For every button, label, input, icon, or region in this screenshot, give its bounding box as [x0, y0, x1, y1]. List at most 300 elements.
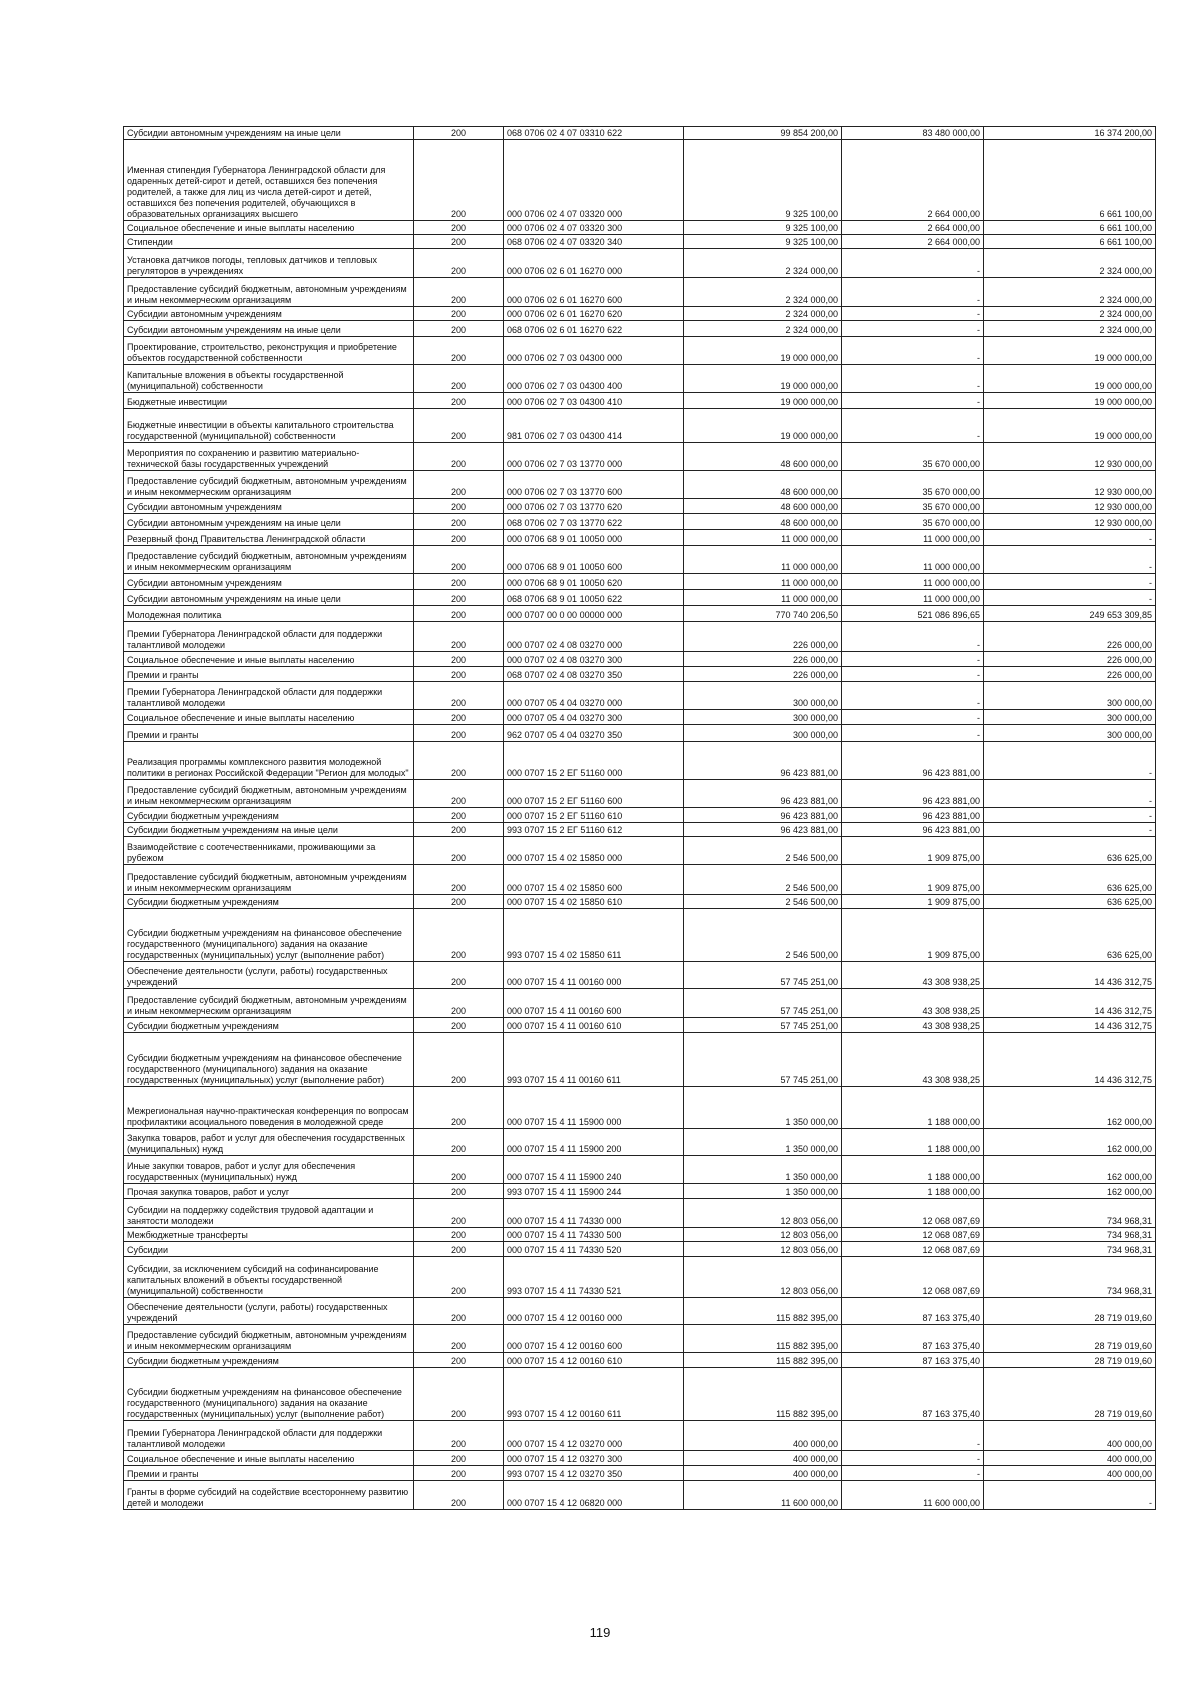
row-name: Реализация программы комплексного развития молодежной политики в регионах Российской Федерации "Регион для молодых" — [124, 742, 414, 780]
row-executed-amount: - — [842, 1466, 984, 1481]
row-approved-amount: 12 803 056,00 — [684, 1199, 842, 1228]
row-approved-amount: 19 000 000,00 — [684, 337, 842, 365]
row-executed-amount: - — [842, 682, 984, 710]
row-approved-amount: 57 745 251,00 — [684, 1033, 842, 1087]
row-remaining-amount: 2 324 000,00 — [984, 307, 1156, 321]
row-classification: 000 0706 02 4 07 03320 000 — [504, 140, 684, 221]
row-remaining-amount: 636 625,00 — [984, 909, 1156, 962]
row-executed-amount: 11 600 000,00 — [842, 1481, 984, 1510]
row-name: Предоставление субсидий бюджетным, автономным учреждениям и иным некоммерческим организациям — [124, 278, 414, 307]
row-executed-amount: 11 000 000,00 — [842, 546, 984, 574]
row-classification: 000 0707 15 4 12 03270 300 — [504, 1451, 684, 1466]
row-executed-amount: - — [842, 307, 984, 321]
table-row — [124, 409, 1156, 443]
row-executed-amount: 96 423 881,00 — [842, 808, 984, 823]
row-executed-amount: - — [842, 710, 984, 725]
table-row — [124, 1184, 1156, 1199]
table-row — [124, 1368, 1156, 1421]
row-classification: 993 0707 15 4 12 03270 350 — [504, 1466, 684, 1481]
table-row — [124, 909, 1156, 962]
row-executed-amount: 521 086 896,65 — [842, 606, 984, 622]
row-classification: 000 0706 02 6 01 16270 620 — [504, 307, 684, 321]
row-code: 200 — [414, 127, 504, 140]
row-classification: 068 0706 68 9 01 10050 622 — [504, 590, 684, 606]
row-classification: 000 0707 15 4 11 00160 610 — [504, 1018, 684, 1033]
row-remaining-amount: 14 436 312,75 — [984, 962, 1156, 989]
table-row — [124, 127, 1156, 140]
row-executed-amount: 96 423 881,00 — [842, 742, 984, 780]
row-name: Предоставление субсидий бюджетным, автономным учреждениям и иным некоммерческим организациям — [124, 780, 414, 808]
row-executed-amount: 12 068 087,69 — [842, 1257, 984, 1298]
row-remaining-amount: - — [984, 808, 1156, 823]
row-executed-amount: 35 670 000,00 — [842, 471, 984, 499]
table-row — [124, 1466, 1156, 1481]
row-remaining-amount: 636 625,00 — [984, 895, 1156, 909]
row-remaining-amount: 12 930 000,00 — [984, 499, 1156, 514]
row-code: 200 — [414, 337, 504, 365]
row-executed-amount: - — [842, 321, 984, 337]
table-row — [124, 1033, 1156, 1087]
row-approved-amount: 115 882 395,00 — [684, 1298, 842, 1325]
row-approved-amount: 115 882 395,00 — [684, 1353, 842, 1368]
row-executed-amount: 1 909 875,00 — [842, 837, 984, 865]
row-code: 200 — [414, 725, 504, 742]
row-code: 200 — [414, 808, 504, 823]
row-remaining-amount: 400 000,00 — [984, 1421, 1156, 1451]
row-classification: 000 0706 68 9 01 10050 000 — [504, 530, 684, 546]
row-approved-amount: 12 803 056,00 — [684, 1257, 842, 1298]
row-approved-amount: 11 000 000,00 — [684, 546, 842, 574]
table-row — [124, 710, 1156, 725]
row-name: Социальное обеспечение и иные выплаты населению — [124, 221, 414, 235]
row-remaining-amount: 734 968,31 — [984, 1228, 1156, 1242]
row-approved-amount: 2 324 000,00 — [684, 278, 842, 307]
row-approved-amount: 2 546 500,00 — [684, 865, 842, 895]
row-code: 200 — [414, 1199, 504, 1228]
table-row — [124, 667, 1156, 682]
row-executed-amount: 1 909 875,00 — [842, 895, 984, 909]
row-code: 200 — [414, 1298, 504, 1325]
row-executed-amount: - — [842, 652, 984, 667]
row-approved-amount: 115 882 395,00 — [684, 1368, 842, 1421]
row-remaining-amount: 12 930 000,00 — [984, 514, 1156, 530]
row-code: 200 — [414, 622, 504, 652]
table-row — [124, 808, 1156, 823]
row-approved-amount: 2 546 500,00 — [684, 909, 842, 962]
row-classification: 000 0707 05 4 04 03270 000 — [504, 682, 684, 710]
table-row — [124, 574, 1156, 590]
row-code: 200 — [414, 1184, 504, 1199]
row-name: Субсидии бюджетным учреждениям — [124, 1353, 414, 1368]
row-executed-amount: 12 068 087,69 — [842, 1199, 984, 1228]
row-name: Предоставление субсидий бюджетным, автономным учреждениям и иным некоммерческим организациям — [124, 989, 414, 1018]
table-row — [124, 1199, 1156, 1228]
row-executed-amount: 2 664 000,00 — [842, 221, 984, 235]
table-row — [124, 1129, 1156, 1156]
table-row — [124, 823, 1156, 837]
row-executed-amount: 87 163 375,40 — [842, 1325, 984, 1353]
row-classification: 000 0707 15 4 11 00160 000 — [504, 962, 684, 989]
row-remaining-amount: 16 374 200,00 — [984, 127, 1156, 140]
row-code: 200 — [414, 1033, 504, 1087]
row-name: Премии и гранты — [124, 725, 414, 742]
table-row — [124, 1228, 1156, 1242]
row-code: 200 — [414, 574, 504, 590]
row-executed-amount: 43 308 938,25 — [842, 989, 984, 1018]
table-row — [124, 1087, 1156, 1129]
table-row — [124, 1481, 1156, 1510]
row-executed-amount: - — [842, 622, 984, 652]
row-classification: 000 0707 15 4 12 00160 610 — [504, 1353, 684, 1368]
row-code: 200 — [414, 530, 504, 546]
row-remaining-amount: 12 930 000,00 — [984, 471, 1156, 499]
row-remaining-amount: 19 000 000,00 — [984, 409, 1156, 443]
row-classification: 993 0707 15 4 02 15850 611 — [504, 909, 684, 962]
row-executed-amount: 43 308 938,25 — [842, 962, 984, 989]
row-remaining-amount: 19 000 000,00 — [984, 393, 1156, 409]
table-row — [124, 742, 1156, 780]
table-row — [124, 1451, 1156, 1466]
row-approved-amount: 57 745 251,00 — [684, 1018, 842, 1033]
row-remaining-amount: 6 661 100,00 — [984, 221, 1156, 235]
table-row — [124, 590, 1156, 606]
row-executed-amount: 96 423 881,00 — [842, 823, 984, 837]
row-approved-amount: 96 423 881,00 — [684, 823, 842, 837]
row-name: Субсидии автономным учреждениям — [124, 307, 414, 321]
row-remaining-amount: 300 000,00 — [984, 682, 1156, 710]
row-code: 200 — [414, 307, 504, 321]
row-executed-amount: 43 308 938,25 — [842, 1033, 984, 1087]
table-row — [124, 546, 1156, 574]
row-code: 200 — [414, 140, 504, 221]
row-classification: 000 0706 02 4 07 03320 300 — [504, 221, 684, 235]
row-name: Субсидии автономным учреждениям на иные цели — [124, 514, 414, 530]
row-executed-amount: 11 000 000,00 — [842, 574, 984, 590]
row-name: Премии и гранты — [124, 667, 414, 682]
table-row — [124, 895, 1156, 909]
row-classification: 000 0707 15 2 ЕГ 51160 600 — [504, 780, 684, 808]
row-approved-amount: 2 324 000,00 — [684, 321, 842, 337]
row-name: Обеспечение деятельности (услуги, работы) государственных учреждений — [124, 1298, 414, 1325]
row-code: 200 — [414, 590, 504, 606]
row-code: 200 — [414, 837, 504, 865]
row-remaining-amount: 28 719 019,60 — [984, 1353, 1156, 1368]
row-name: Премии и гранты — [124, 1466, 414, 1481]
row-remaining-amount: 2 324 000,00 — [984, 321, 1156, 337]
row-approved-amount: 400 000,00 — [684, 1421, 842, 1451]
row-remaining-amount: - — [984, 574, 1156, 590]
row-remaining-amount: 400 000,00 — [984, 1451, 1156, 1466]
row-approved-amount: 2 324 000,00 — [684, 307, 842, 321]
row-approved-amount: 300 000,00 — [684, 682, 842, 710]
row-name: Субсидии автономным учреждениям — [124, 499, 414, 514]
row-remaining-amount: - — [984, 546, 1156, 574]
table-row — [124, 365, 1156, 393]
row-classification: 962 0707 05 4 04 03270 350 — [504, 725, 684, 742]
table-row — [124, 622, 1156, 652]
budget-execution-table — [123, 126, 1156, 1510]
row-remaining-amount: 162 000,00 — [984, 1156, 1156, 1184]
row-executed-amount: 96 423 881,00 — [842, 780, 984, 808]
row-remaining-amount: - — [984, 742, 1156, 780]
row-executed-amount: 12 068 087,69 — [842, 1228, 984, 1242]
table-row — [124, 393, 1156, 409]
row-name: Закупка товаров, работ и услуг для обеспечения государственных (муниципальных) нужд — [124, 1129, 414, 1156]
row-code: 200 — [414, 682, 504, 710]
row-approved-amount: 19 000 000,00 — [684, 365, 842, 393]
row-code: 200 — [414, 962, 504, 989]
row-classification: 000 0707 15 4 02 15850 000 — [504, 837, 684, 865]
table-row — [124, 1018, 1156, 1033]
row-code: 200 — [414, 443, 504, 471]
row-remaining-amount: 400 000,00 — [984, 1466, 1156, 1481]
row-remaining-amount: 14 436 312,75 — [984, 1018, 1156, 1033]
row-classification: 981 0706 02 7 03 04300 414 — [504, 409, 684, 443]
row-code: 200 — [414, 865, 504, 895]
row-remaining-amount: 300 000,00 — [984, 710, 1156, 725]
table-row — [124, 989, 1156, 1018]
row-remaining-amount: 14 436 312,75 — [984, 989, 1156, 1018]
row-approved-amount: 300 000,00 — [684, 710, 842, 725]
row-remaining-amount: - — [984, 590, 1156, 606]
row-approved-amount: 19 000 000,00 — [684, 409, 842, 443]
row-name: Именная стипендия Губернатора Ленинградской области для одаренных детей-сирот и детей, оставшихся без попечения родителей, а также для лиц из числа детей-сирот и детей, оставшихся без попечения родителей, обучающихся в образовательных организациях высшего — [124, 140, 414, 221]
row-classification: 000 0707 02 4 08 03270 000 — [504, 622, 684, 652]
row-classification: 000 0706 02 7 03 04300 400 — [504, 365, 684, 393]
row-code: 200 — [414, 1257, 504, 1298]
row-classification: 068 0707 02 4 08 03270 350 — [504, 667, 684, 682]
row-remaining-amount: 734 968,31 — [984, 1199, 1156, 1228]
table-row — [124, 837, 1156, 865]
row-code: 200 — [414, 221, 504, 235]
row-executed-amount: - — [842, 278, 984, 307]
table-row — [124, 321, 1156, 337]
row-remaining-amount: 19 000 000,00 — [984, 365, 1156, 393]
row-approved-amount: 300 000,00 — [684, 725, 842, 742]
row-approved-amount: 2 546 500,00 — [684, 895, 842, 909]
row-name: Стипендии — [124, 235, 414, 249]
row-classification: 000 0706 02 7 03 04300 000 — [504, 337, 684, 365]
row-approved-amount: 9 325 100,00 — [684, 235, 842, 249]
row-code: 200 — [414, 606, 504, 622]
row-name: Установка датчиков погоды, тепловых датчиков и тепловых регуляторов в учреждениях — [124, 249, 414, 278]
row-approved-amount: 96 423 881,00 — [684, 742, 842, 780]
row-executed-amount: 2 664 000,00 — [842, 235, 984, 249]
row-code: 200 — [414, 471, 504, 499]
row-code: 200 — [414, 895, 504, 909]
row-approved-amount: 11 000 000,00 — [684, 590, 842, 606]
row-name: Предоставление субсидий бюджетным, автономным учреждениям и иным некоммерческим организациям — [124, 546, 414, 574]
row-name: Гранты в форме субсидий на содействие всестороннему развитию детей и молодежи — [124, 1481, 414, 1510]
row-approved-amount: 2 324 000,00 — [684, 249, 842, 278]
row-approved-amount: 1 350 000,00 — [684, 1184, 842, 1199]
row-remaining-amount: 226 000,00 — [984, 652, 1156, 667]
row-code: 200 — [414, 1018, 504, 1033]
row-name: Субсидии автономным учреждениям на иные цели — [124, 321, 414, 337]
row-classification: 993 0707 15 4 11 74330 521 — [504, 1257, 684, 1298]
row-executed-amount: 12 068 087,69 — [842, 1242, 984, 1257]
row-remaining-amount: 2 324 000,00 — [984, 278, 1156, 307]
row-approved-amount: 48 600 000,00 — [684, 443, 842, 471]
row-classification: 068 0706 02 4 07 03320 340 — [504, 235, 684, 249]
row-executed-amount: - — [842, 393, 984, 409]
row-code: 200 — [414, 1466, 504, 1481]
row-classification: 000 0707 15 4 11 74330 500 — [504, 1228, 684, 1242]
row-name: Социальное обеспечение и иные выплаты населению — [124, 1451, 414, 1466]
row-classification: 000 0706 02 7 03 13770 600 — [504, 471, 684, 499]
row-classification: 000 0707 00 0 00 00000 000 — [504, 606, 684, 622]
row-approved-amount: 9 325 100,00 — [684, 140, 842, 221]
row-code: 200 — [414, 652, 504, 667]
row-name: Резервный фонд Правительства Ленинградской области — [124, 530, 414, 546]
row-approved-amount: 99 854 200,00 — [684, 127, 842, 140]
row-name: Субсидии автономным учреждениям на иные цели — [124, 590, 414, 606]
row-remaining-amount: 2 324 000,00 — [984, 249, 1156, 278]
table-row — [124, 514, 1156, 530]
row-executed-amount: - — [842, 725, 984, 742]
row-classification: 000 0707 15 4 11 15900 200 — [504, 1129, 684, 1156]
row-classification: 000 0707 15 4 11 00160 600 — [504, 989, 684, 1018]
table-row — [124, 1242, 1156, 1257]
table-row — [124, 235, 1156, 249]
row-remaining-amount: 249 653 309,85 — [984, 606, 1156, 622]
row-code: 200 — [414, 1368, 504, 1421]
row-classification: 000 0706 02 7 03 13770 000 — [504, 443, 684, 471]
row-classification: 068 0706 02 6 01 16270 622 — [504, 321, 684, 337]
row-classification: 000 0707 15 4 11 15900 000 — [504, 1087, 684, 1129]
row-code: 200 — [414, 989, 504, 1018]
row-name: Социальное обеспечение и иные выплаты населению — [124, 710, 414, 725]
row-classification: 000 0706 02 7 03 13770 620 — [504, 499, 684, 514]
row-classification: 000 0707 15 4 11 15900 240 — [504, 1156, 684, 1184]
row-classification: 000 0706 02 6 01 16270 000 — [504, 249, 684, 278]
row-remaining-amount: 300 000,00 — [984, 725, 1156, 742]
row-remaining-amount: - — [984, 823, 1156, 837]
row-approved-amount: 96 423 881,00 — [684, 808, 842, 823]
row-classification: 000 0707 15 4 11 74330 520 — [504, 1242, 684, 1257]
row-classification: 000 0706 02 6 01 16270 600 — [504, 278, 684, 307]
row-remaining-amount: 734 968,31 — [984, 1242, 1156, 1257]
row-executed-amount: 1 188 000,00 — [842, 1156, 984, 1184]
row-remaining-amount: 226 000,00 — [984, 667, 1156, 682]
row-executed-amount: 1 909 875,00 — [842, 865, 984, 895]
row-executed-amount: 35 670 000,00 — [842, 499, 984, 514]
row-name: Субсидии — [124, 1242, 414, 1257]
row-name: Премии Губернатора Ленинградской области для поддержки талантливой молодежи — [124, 622, 414, 652]
row-name: Молодежная политика — [124, 606, 414, 622]
row-code: 200 — [414, 249, 504, 278]
table-row — [124, 1421, 1156, 1451]
row-code: 200 — [414, 823, 504, 837]
row-remaining-amount: 12 930 000,00 — [984, 443, 1156, 471]
row-executed-amount: 11 000 000,00 — [842, 530, 984, 546]
row-name: Субсидии автономным учреждениям на иные цели — [124, 127, 414, 140]
row-code: 200 — [414, 321, 504, 337]
table-row — [124, 1298, 1156, 1325]
row-classification: 000 0707 05 4 04 03270 300 — [504, 710, 684, 725]
row-code: 200 — [414, 278, 504, 307]
row-classification: 993 0707 15 4 11 15900 244 — [504, 1184, 684, 1199]
table-row — [124, 1156, 1156, 1184]
row-executed-amount: 1 188 000,00 — [842, 1184, 984, 1199]
row-approved-amount: 226 000,00 — [684, 652, 842, 667]
table-row — [124, 682, 1156, 710]
row-approved-amount: 115 882 395,00 — [684, 1325, 842, 1353]
table-row — [124, 652, 1156, 667]
row-remaining-amount: 19 000 000,00 — [984, 337, 1156, 365]
table-row — [124, 1353, 1156, 1368]
row-remaining-amount: 162 000,00 — [984, 1184, 1156, 1199]
row-approved-amount: 2 546 500,00 — [684, 837, 842, 865]
row-executed-amount: 43 308 938,25 — [842, 1018, 984, 1033]
row-approved-amount: 1 350 000,00 — [684, 1087, 842, 1129]
row-code: 200 — [414, 1242, 504, 1257]
row-executed-amount: - — [842, 667, 984, 682]
row-remaining-amount: - — [984, 780, 1156, 808]
row-name: Обеспечение деятельности (услуги, работы) государственных учреждений — [124, 962, 414, 989]
table-row — [124, 962, 1156, 989]
row-remaining-amount: 6 661 100,00 — [984, 140, 1156, 221]
row-executed-amount: 2 664 000,00 — [842, 140, 984, 221]
row-approved-amount: 770 740 206,50 — [684, 606, 842, 622]
row-approved-amount: 12 803 056,00 — [684, 1228, 842, 1242]
row-classification: 993 0707 15 2 ЕГ 51160 612 — [504, 823, 684, 837]
table-row — [124, 1325, 1156, 1353]
row-code: 200 — [414, 1451, 504, 1466]
row-name: Межрегиональная научно-практическая конференция по вопросам профилактики асоциального поведения в молодежной среде — [124, 1087, 414, 1129]
row-remaining-amount: 226 000,00 — [984, 622, 1156, 652]
row-classification: 000 0706 68 9 01 10050 600 — [504, 546, 684, 574]
row-executed-amount: 87 163 375,40 — [842, 1353, 984, 1368]
row-approved-amount: 11 000 000,00 — [684, 574, 842, 590]
row-approved-amount: 48 600 000,00 — [684, 471, 842, 499]
row-executed-amount: - — [842, 1421, 984, 1451]
row-name: Предоставление субсидий бюджетным, автономным учреждениям и иным некоммерческим организациям — [124, 865, 414, 895]
row-executed-amount: - — [842, 337, 984, 365]
row-remaining-amount: 14 436 312,75 — [984, 1033, 1156, 1087]
row-executed-amount: 11 000 000,00 — [842, 590, 984, 606]
row-remaining-amount: 636 625,00 — [984, 865, 1156, 895]
row-name: Капитальные вложения в объекты государственной (муниципальной) собственности — [124, 365, 414, 393]
row-name: Иные закупки товаров, работ и услуг для обеспечения государственных (муниципальных) нужд — [124, 1156, 414, 1184]
row-name: Премии Губернатора Ленинградской области для поддержки талантливой молодежи — [124, 1421, 414, 1451]
row-classification: 068 0706 02 4 07 03310 622 — [504, 127, 684, 140]
row-name: Предоставление субсидий бюджетным, автономным учреждениям и иным некоммерческим организациям — [124, 471, 414, 499]
row-approved-amount: 48 600 000,00 — [684, 514, 842, 530]
row-name: Взаимодействие с соотечественниками, проживающими за рубежом — [124, 837, 414, 865]
row-name: Бюджетные инвестиции — [124, 393, 414, 409]
row-approved-amount: 400 000,00 — [684, 1466, 842, 1481]
row-classification: 000 0707 02 4 08 03270 300 — [504, 652, 684, 667]
row-remaining-amount: 6 661 100,00 — [984, 235, 1156, 249]
table-row — [124, 725, 1156, 742]
row-classification: 068 0706 02 7 03 13770 622 — [504, 514, 684, 530]
row-name: Бюджетные инвестиции в объекты капитального строительства государственной (муниципальной) собственности — [124, 409, 414, 443]
row-name: Субсидии бюджетным учреждениям на финансовое обеспечение государственного (муниципального) задания на оказание государственных (муниципальных) услуг (выполнение работ) — [124, 1033, 414, 1087]
row-executed-amount: 87 163 375,40 — [842, 1298, 984, 1325]
row-classification: 000 0707 15 4 12 00160 600 — [504, 1325, 684, 1353]
row-executed-amount: 35 670 000,00 — [842, 514, 984, 530]
row-code: 200 — [414, 235, 504, 249]
row-name: Субсидии бюджетным учреждениям на финансовое обеспечение государственного (муниципального) задания на оказание государственных (муниципальных) услуг (выполнение работ) — [124, 1368, 414, 1421]
table-row — [124, 780, 1156, 808]
row-name: Предоставление субсидий бюджетным, автономным учреждениям и иным некоммерческим организациям — [124, 1325, 414, 1353]
row-code: 200 — [414, 909, 504, 962]
row-classification: 000 0706 68 9 01 10050 620 — [504, 574, 684, 590]
row-name: Социальное обеспечение и иные выплаты населению — [124, 652, 414, 667]
table-row — [124, 221, 1156, 235]
row-remaining-amount: 28 719 019,60 — [984, 1368, 1156, 1421]
